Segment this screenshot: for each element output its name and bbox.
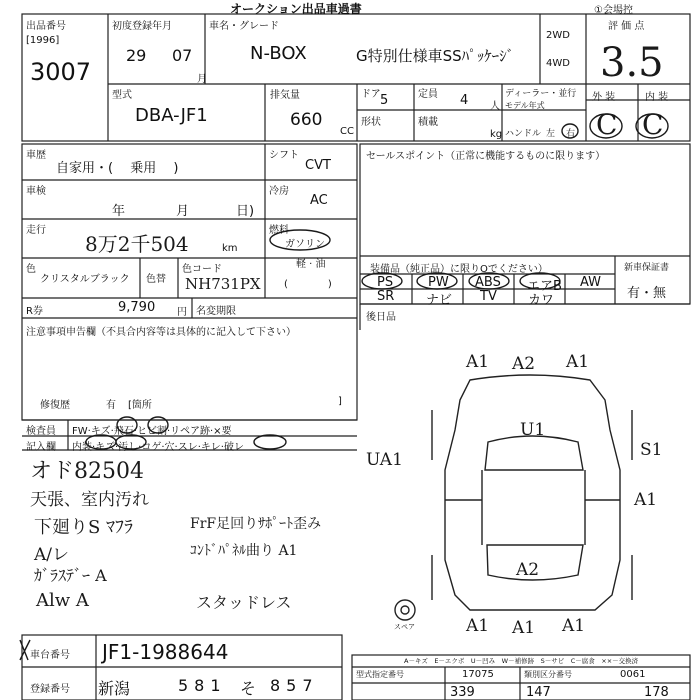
- usage-type-value: 自家用・( 乗用 ): [56, 161, 179, 176]
- form-no: 17075: [462, 669, 494, 680]
- repair-close: ]: [338, 396, 342, 407]
- sales-point-label: セールスポイント（正常に機能するものに限ります）: [366, 151, 606, 162]
- venue-copy: ①会場控: [594, 5, 633, 16]
- mark-right-a1: A1: [634, 490, 658, 510]
- fuel-label: 燃料: [269, 225, 289, 236]
- mileage-label: 走行: [26, 225, 46, 236]
- caution-label: 注意事項申告欄（不具合内容等は具体的に記入して下さい）: [26, 327, 296, 338]
- fuel-light-oil: 軽 · 油: [296, 259, 326, 270]
- model-value: DBA-JF1: [135, 105, 208, 126]
- equip-leather: カワ: [528, 293, 555, 308]
- km-unit: km: [222, 243, 238, 254]
- color-code: NH731PX: [185, 275, 261, 293]
- eval-score: 3.5: [600, 40, 664, 86]
- load-label: 積載: [418, 117, 438, 128]
- equip-ps: PS: [377, 275, 394, 290]
- fuel-gasoline: ガソリン: [285, 239, 325, 250]
- reg-label: 登録番号: [30, 684, 70, 695]
- storage-label: 後日品: [366, 312, 396, 323]
- model-label: 型式: [112, 90, 132, 101]
- model-year-label: モデル年式: [505, 101, 545, 110]
- month-unit: 月: [197, 74, 207, 85]
- spare-label: スペア: [394, 623, 415, 631]
- person-unit: 人: [490, 101, 500, 112]
- chassis-value: JF1-1988644: [102, 640, 229, 664]
- note-studless: スタッドレス: [196, 593, 292, 612]
- dealer-label: ディーラー・並行: [505, 89, 577, 99]
- mark-front-right: A1: [566, 352, 590, 372]
- cc-unit: CC: [340, 126, 354, 137]
- inspector-label: 検査員: [26, 426, 56, 437]
- mark-rear-a2: A2: [516, 560, 540, 580]
- usage-type-label: 車歴: [26, 150, 46, 161]
- grade: G特別仕様車SSﾊﾟｯｹｰｼﾞ: [356, 47, 515, 65]
- doors-value: 5: [380, 93, 389, 108]
- mark-rear-left: A1: [466, 616, 490, 636]
- exterior-check-row: FW·キズ·飛石·ヒビ割·リペア跡·×要: [72, 426, 232, 437]
- entry-label: 記入欄: [26, 442, 56, 453]
- name-grade-label: 車名・グレード: [209, 21, 279, 32]
- note-ceiling: 天張、室内汚れ: [30, 490, 149, 510]
- dim-1: 339: [450, 685, 475, 700]
- handle-label: ハンドル: [505, 129, 542, 139]
- note-alw: Alw A: [36, 590, 89, 611]
- first-reg-label: 初度登録年月: [112, 21, 172, 32]
- dim-2: 147: [526, 685, 551, 700]
- reg-region: 新潟: [98, 679, 131, 698]
- mark-front-center: A2: [512, 354, 536, 374]
- lot-number: 3007: [30, 58, 92, 86]
- ac-label: 冷房: [269, 186, 289, 197]
- inspection-label: 車検: [26, 186, 46, 197]
- banner-title: オークション出品車過書: [230, 2, 362, 16]
- mark-rear-right: A1: [562, 616, 586, 636]
- displacement-value: 660: [290, 110, 323, 130]
- reg-kana: そ: [240, 679, 257, 698]
- title-change-label: 名変期限: [196, 306, 236, 317]
- recycle-value: 9,790: [118, 300, 156, 315]
- reg-month: 07: [172, 46, 193, 65]
- handwritten-marks: [20, 114, 668, 660]
- mark-left-ua1: UA1: [366, 450, 403, 470]
- color-label: 色: [26, 264, 36, 275]
- exterior-label: 外 装: [592, 92, 616, 103]
- mileage-value: 8万2千504: [85, 232, 189, 256]
- color-value: クリスタルブラック: [40, 274, 130, 285]
- mark-rear-center: A1: [512, 618, 536, 638]
- recycle-label: R券: [26, 306, 43, 317]
- handle-left: 左: [546, 129, 556, 139]
- drive-2wd: 2WD: [546, 30, 570, 41]
- mark-roof-u1: U1: [520, 420, 546, 440]
- equip-airbag: エアB: [527, 279, 562, 294]
- equipment-label: 装備品（純正品）に限りOでください）: [370, 264, 548, 275]
- note-odo: オド82504: [30, 459, 144, 484]
- capacity-label: 定員: [418, 89, 438, 100]
- warranty-label: 新車保証書: [624, 263, 670, 273]
- equip-aw: AW: [580, 275, 602, 290]
- warranty-value: 有・無: [627, 286, 667, 301]
- drive-4wd: 4WD: [546, 58, 570, 69]
- note-a: A/レ: [34, 545, 70, 565]
- equip-tv: TV: [480, 289, 497, 304]
- form-no-label: 型式指定番号: [356, 670, 404, 679]
- dim-3: 178: [644, 685, 669, 700]
- equip-pw: PW: [428, 275, 449, 290]
- repair-label: 修復歴: [40, 400, 70, 411]
- car-name: N-BOX: [250, 43, 307, 64]
- reg-class: 581: [178, 676, 227, 695]
- equip-abs: ABS: [475, 275, 501, 290]
- note-panel: ｺﾝﾄﾞﾊﾟﾈﾙ曲り A1: [190, 543, 298, 559]
- inspection-day-unit: 日): [236, 204, 255, 219]
- lot-sub: [1996]: [26, 35, 60, 46]
- ac-value: AC: [310, 193, 328, 208]
- note-glass: ｶﾞﾗｽﾃﾞｰ A: [34, 566, 107, 585]
- mark-side-s1: S1: [640, 440, 663, 460]
- inspection-month-unit: 月: [176, 204, 190, 219]
- equip-sr: SR: [377, 289, 395, 304]
- door-label: ドア: [361, 89, 381, 100]
- handle-right: 右: [566, 129, 576, 139]
- inspection-year-unit: 年: [112, 204, 126, 219]
- category-no: 0061: [620, 669, 646, 680]
- interior-check-row: 内装·キズ·汚し·コゲ·穴·スレ·キレ·破レ: [72, 442, 244, 453]
- interior-label: 内 装: [645, 92, 669, 103]
- mark-front-left: A1: [466, 352, 490, 372]
- note-underbody: 下廻りS ﾏﾌﾗ: [34, 517, 134, 538]
- chassis-label: 車台番号: [30, 650, 70, 661]
- kg-unit: kg: [490, 129, 503, 140]
- yen-unit: 円: [177, 307, 187, 318]
- equip-navi: ナビ: [426, 293, 453, 308]
- color-change-label: 色替: [146, 274, 166, 285]
- reg-number: 857: [270, 676, 319, 695]
- repair-value: 有: [106, 400, 116, 411]
- displacement-label: 排気量: [270, 90, 300, 101]
- repair-location: [箇所: [128, 400, 152, 411]
- note-suspension: FrF足回りｻﾎﾟｰﾄ歪み: [190, 516, 322, 532]
- color-code-label: 色コード: [182, 264, 222, 275]
- car-body-outline: [395, 375, 632, 620]
- shift-label: シフト: [269, 150, 299, 161]
- reg-year: 29: [126, 46, 147, 65]
- exterior-grade: C: [596, 108, 618, 141]
- lot-label: 出品番号: [26, 21, 66, 32]
- interior-grade: C: [642, 108, 664, 141]
- capacity-value: 4: [460, 93, 469, 108]
- eval-label: 評 価 点: [608, 21, 645, 32]
- fuel-paren: ( ): [284, 279, 332, 290]
- damage-legend: A－キズ E－エクボ U－凹み W－補修跡 S－サビ C－腐食 ××－交換済: [404, 657, 639, 665]
- shift-value: CVT: [305, 158, 331, 173]
- shape-label: 形状: [361, 117, 381, 128]
- category-label: 類別区分番号: [524, 670, 572, 679]
